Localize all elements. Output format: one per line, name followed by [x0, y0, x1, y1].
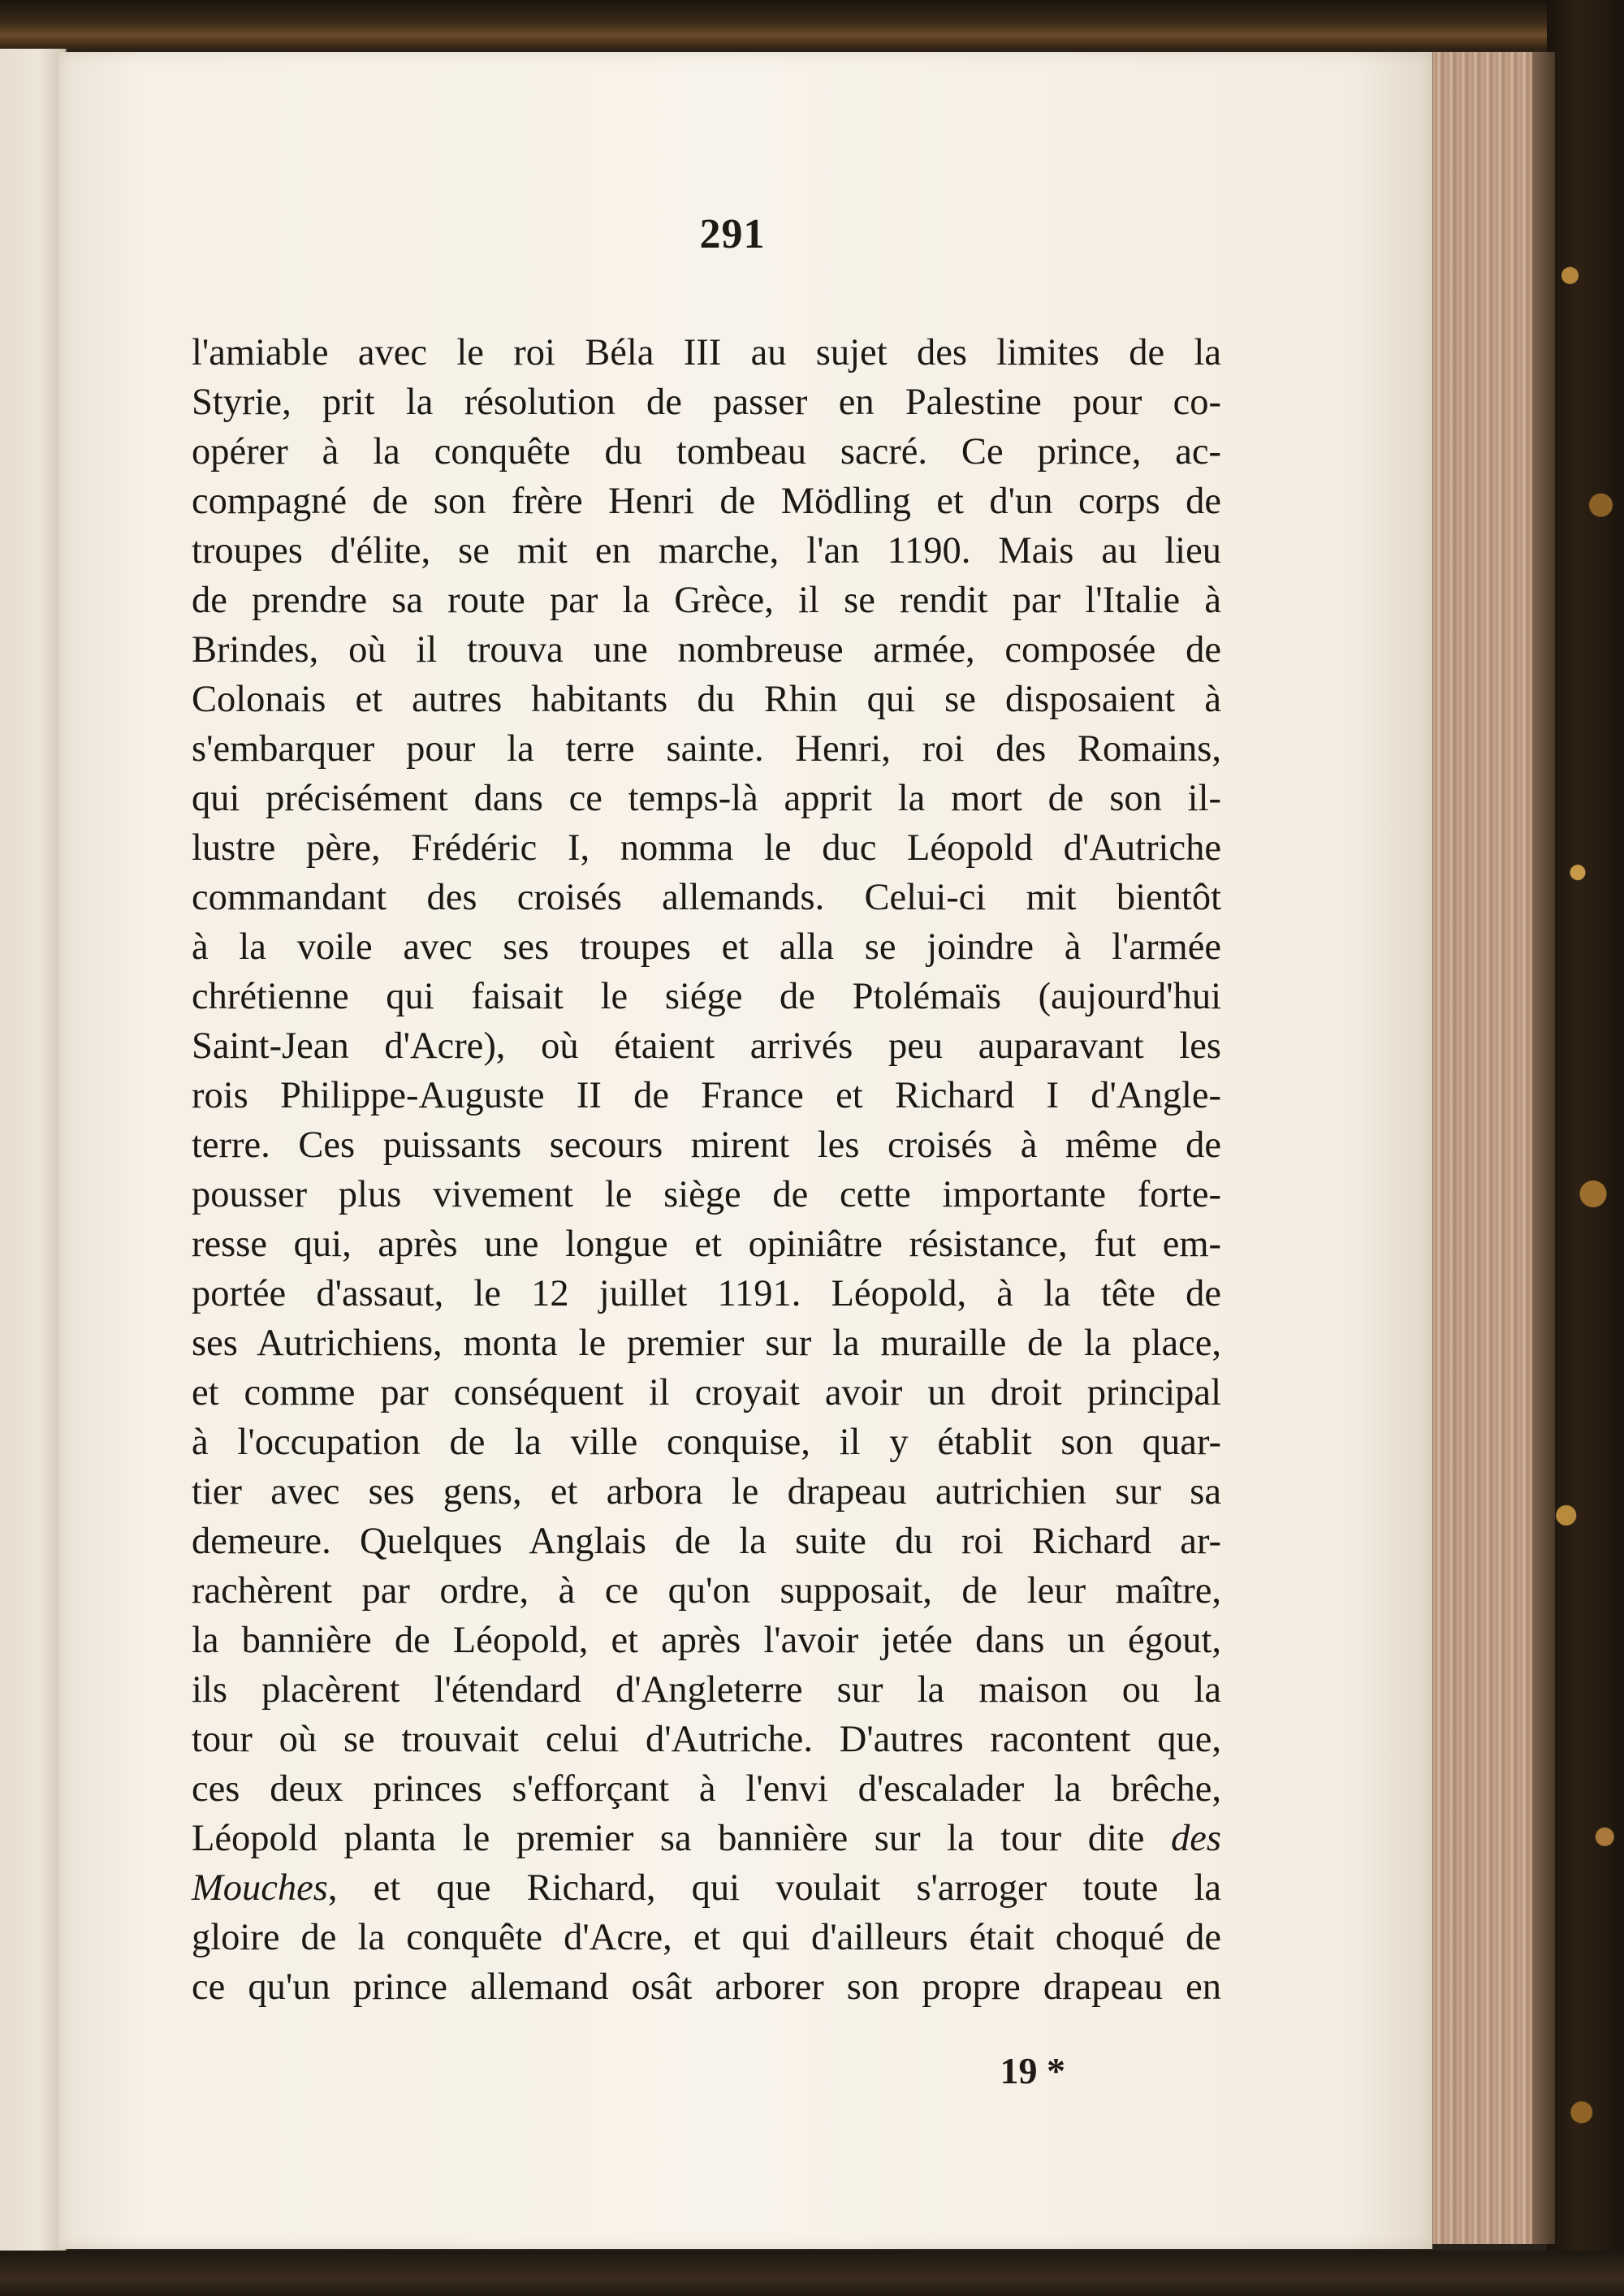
text-line: à la voile avec ses troupes et alla se joindre à l'armée [192, 926, 1221, 968]
text-line: chrétienne qui faisait le siége de Ptolémaïs (aujourd'hui [192, 976, 1221, 1017]
text-line: s'embarquer pour la terre sainte. Henri, roi des Romains, [192, 728, 1221, 770]
text-line: troupes d'élite, se mit en marche, l'an 1190. Mais au lieu [192, 530, 1221, 572]
text-line: ils placèrent l'étendard d'Angleterre sur la maison ou la [192, 1669, 1221, 1711]
text-line: compagné de son frère Henri de Mödling et d'un corps de [192, 481, 1221, 522]
body-text [192, 328, 1221, 2012]
book-page [58, 52, 1432, 2249]
book-binding-top [0, 0, 1624, 50]
text-line: commandant des croisés allemands. Celui-ci mit bientôt [192, 877, 1221, 918]
text-line: ces deux princes s'efforçant à l'envi d'escalader la brêche, [192, 1768, 1221, 1810]
text-line: ses Autrichiens, monta le premier sur la muraille de la place, [192, 1323, 1221, 1364]
text-line-with-italic [192, 1814, 1221, 1863]
text-line-with-italic [192, 1863, 1221, 1913]
italic-mouches: Mouches [192, 1867, 328, 1909]
text-line: tier avec ses gens, et arbora le drapeau autrichien sur sa [192, 1471, 1221, 1513]
text-line: resse qui, après une longue et opiniâtre résistance, fut em- [192, 1224, 1221, 1265]
text-line: opérer à la conquête du tombeau sacré. Ce prince, ac- [192, 431, 1221, 473]
text-line: Brindes, où il trouva une nombreuse armée, composée de [192, 629, 1221, 671]
page-number: 291 [699, 211, 766, 257]
text-line: rachèrent par ordre, à ce qu'on supposait, de leur maître, [192, 1570, 1221, 1612]
text-line-rest: , et que Richard, qui voulait s'arroger toute la [327, 1867, 1221, 1909]
text-line: Saint-Jean d'Acre), où étaient arrivés peu auparavant les [192, 1025, 1221, 1067]
marbled-cover [1547, 0, 1624, 2296]
text-line: terre. Ces puissants secours mirent les croisés à même de [192, 1124, 1221, 1166]
text-line: rois Philippe-Auguste II de France et Richard I d'Angle- [192, 1075, 1221, 1116]
text-line-start: Léopold planta le premier sa bannière sur la tour dite [192, 1818, 1145, 1859]
page-stack-edges [1431, 52, 1555, 2244]
signature-mark: 19 * [1000, 2050, 1065, 2091]
text-line: à l'occupation de la ville conquise, il y établit son quar- [192, 1422, 1221, 1463]
text-line: de prendre sa route par la Grèce, il se rendit par l'Italie à [192, 580, 1221, 621]
text-line: qui précisément dans ce temps-là apprit la mort de son il- [192, 778, 1221, 819]
text-line: tour où se trouvait celui d'Autriche. D'autres racontent que, [192, 1719, 1221, 1760]
text-line: pousser plus vivement le siège de cette importante forte- [192, 1174, 1221, 1215]
text-line: Colonais et autres habitants du Rhin qui se disposaient à [192, 679, 1221, 720]
text-line: demeure. Quelques Anglais de la suite du roi Richard ar- [192, 1521, 1221, 1562]
text-line: l'amiable avec le roi Béla III au sujet des limites de la [192, 332, 1221, 373]
text-line: la bannière de Léopold, et après l'avoir jetée dans un égout, [192, 1620, 1221, 1661]
facing-page-edge [0, 49, 67, 2251]
text-line: et comme par conséquent il croyait avoir un droit principal [192, 1372, 1221, 1413]
book-binding-bottom [0, 2251, 1624, 2296]
text-line: lustre père, Frédéric I, nomma le duc Léopold d'Autriche [192, 827, 1221, 869]
text-line: portée d'assaut, le 12 juillet 1191. Léopold, à la tête de [192, 1273, 1221, 1314]
italic-des: des [1171, 1818, 1221, 1859]
text-line: ce qu'un prince allemand osât arborer son propre drapeau en [192, 1966, 1221, 2008]
text-line: gloire de la conquête d'Acre, et qui d'ailleurs était choqué de [192, 1917, 1221, 1958]
text-line: Styrie, prit la résolution de passer en Palestine pour co- [192, 382, 1221, 423]
